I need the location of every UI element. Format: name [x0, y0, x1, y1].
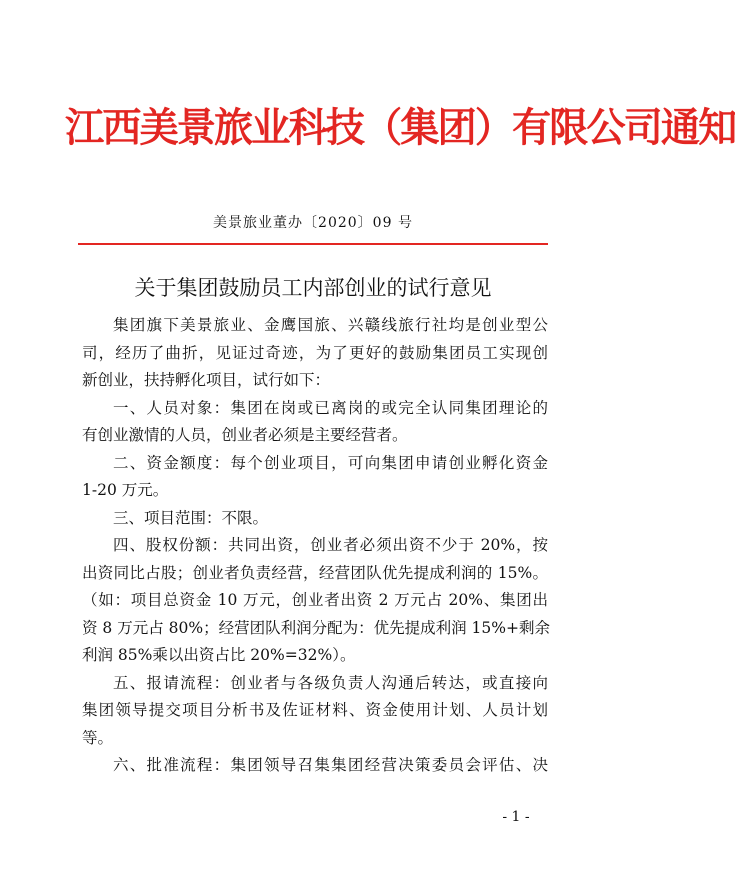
body-line: 五、报请流程：创业者与各级负责人沟通后转达，或直接向	[113, 673, 548, 692]
document-title: 关于集团鼓励员工内部创业的试行意见	[134, 276, 492, 300]
body-line: 司，经历了曲折，见证过奇迹，为了更好的鼓励集团员工实现创	[82, 343, 548, 362]
body-line: 集团旗下美景旅业、金鹰国旅、兴赣线旅行社均是创业型公	[113, 316, 548, 334]
body-line: 新创业，扶持孵化项目，试行如下：	[82, 371, 331, 389]
document-number: 美景旅业董办〔2020〕09 号	[213, 215, 413, 231]
body-line: （如：项目总资金 10 万元，创业者出资 2 万元占 20%、集团出	[82, 591, 548, 609]
body-line: 三、项目范围：不限。	[113, 508, 269, 527]
document-header-title: 江西美景旅业科技（集团）有限公司通知	[65, 104, 735, 151]
document-body	[82, 312, 548, 780]
body-line: 1-20 万元。	[82, 481, 169, 499]
body-line: 等。	[82, 728, 114, 747]
body-line: 利润 85%乘以出资占比 20%=32%）。	[82, 646, 356, 664]
body-line: 一、人员对象：集团在岗或已离岗的或完全认同集团理论的	[113, 398, 548, 417]
header-divider	[78, 243, 548, 245]
body-line: 资 8 万元占 80%；经营团队利润分配为：优先提成利润 15%+剩余	[82, 618, 550, 637]
body-line: 有创业激情的人员，创业者必须是主要经营者。	[82, 426, 408, 444]
page-number: - 1 -	[502, 809, 530, 825]
body-line: 四、股权份额：共同出资，创业者必须出资不少于 20%，按	[113, 536, 548, 554]
body-line: 二、资金额度：每个创业项目，可向集团申请创业孵化资金	[113, 453, 548, 472]
body-line: 集团领导提交项目分析书及佐证材料、资金使用计划、人员计划	[82, 701, 548, 719]
body-line: 六、批准流程：集团领导召集集团经营决策委员会评估、决	[113, 756, 548, 774]
body-line: 出资同比占股；创业者负责经营，经营团队优先提成利润的 15%。	[82, 563, 548, 582]
